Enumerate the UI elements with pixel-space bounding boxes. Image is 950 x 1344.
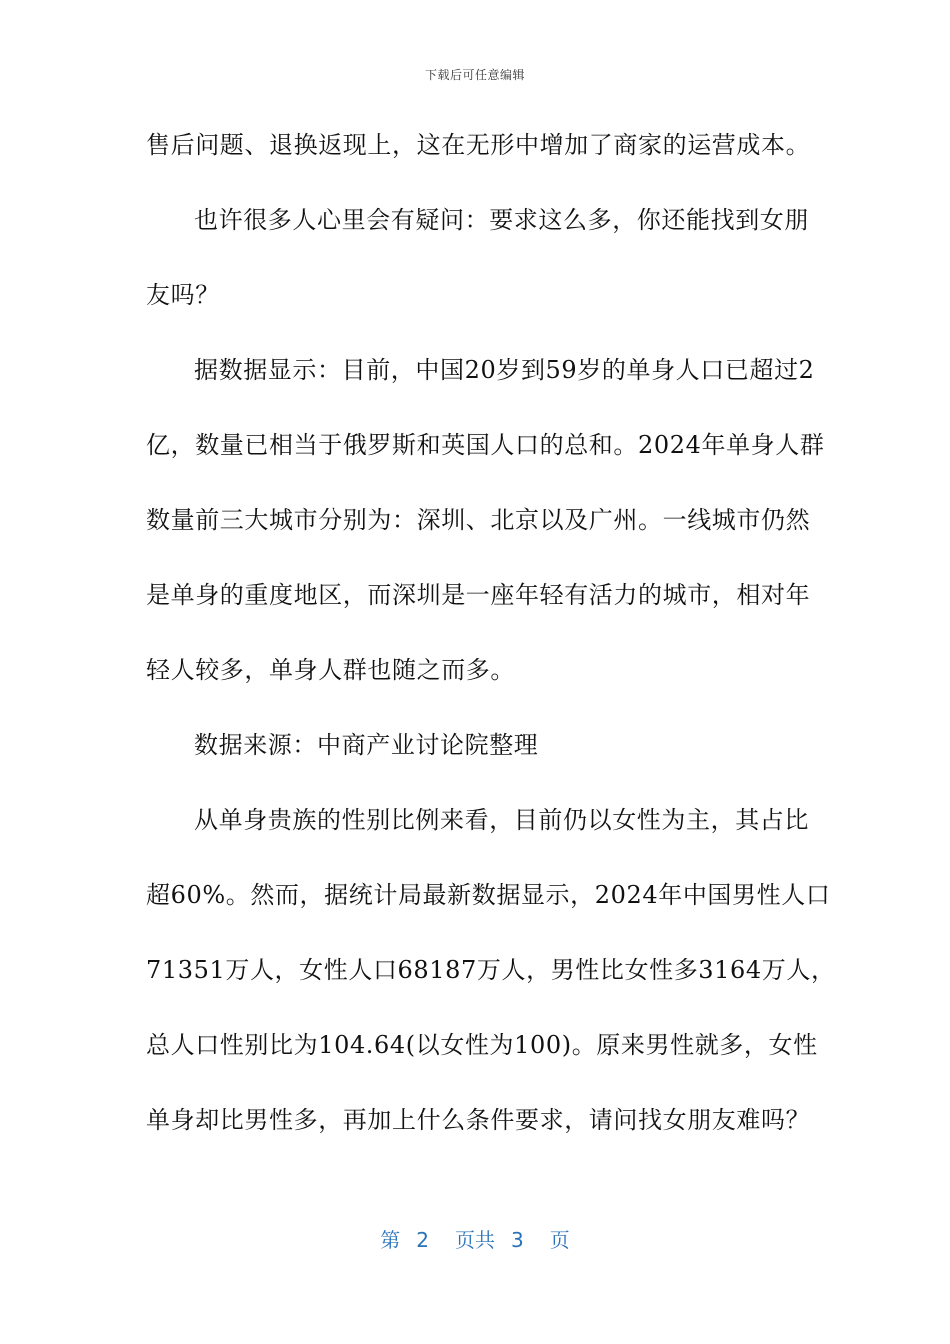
body-line: 超60%。然而，据统计局最新数据显示，2024年中国男性人口 bbox=[146, 881, 831, 909]
body-line: 据数据显示：目前，中国20岁到59岁的单身人口已超过2 bbox=[194, 356, 815, 384]
page-header-note: 下载后可任意编辑 bbox=[424, 68, 525, 82]
body-line: 单身却比男性多，再加上什么条件要求，请问找女朋友难吗？ bbox=[146, 1106, 811, 1134]
body-line: 是单身的重度地区，而深圳是一座年轻有活力的城市，相对年 bbox=[146, 581, 811, 609]
document-body bbox=[146, 120, 836, 1170]
body-line: 总人口性别比为104.64(以女性为100)。原来男性就多，女性 bbox=[146, 1031, 818, 1059]
body-line: 亿，数量已相当于俄罗斯和英国人口的总和。2024年单身人群 bbox=[146, 431, 825, 459]
footer-middle: 页共 bbox=[455, 1228, 495, 1252]
body-line: 从单身贵族的性别比例来看，目前仍以女性为主，其占比 bbox=[194, 806, 809, 834]
footer-page-number: 2 bbox=[416, 1228, 429, 1252]
body-line: 友吗？ bbox=[146, 281, 220, 309]
body-line: 轻人较多，单身人群也随之而多。 bbox=[146, 656, 515, 684]
body-line: 数据来源：中商产业讨论院整理 bbox=[194, 731, 539, 759]
body-line: 售后问题、退换返现上，这在无形中增加了商家的运营成本。 bbox=[146, 131, 811, 159]
body-line: 也许很多人心里会有疑问：要求这么多，你还能找到女朋 bbox=[194, 206, 809, 234]
footer-prefix: 第 bbox=[380, 1228, 401, 1252]
footer-total-pages: 3 bbox=[511, 1228, 524, 1252]
footer-suffix: 页 bbox=[549, 1228, 570, 1252]
body-line: 71351万人，女性人口68187万人，男性比女性多3164万人， bbox=[146, 956, 836, 984]
body-line: 数量前三大城市分别为：深圳、北京以及广州。一线城市仍然 bbox=[146, 506, 811, 534]
page-footer bbox=[0, 1224, 950, 1253]
